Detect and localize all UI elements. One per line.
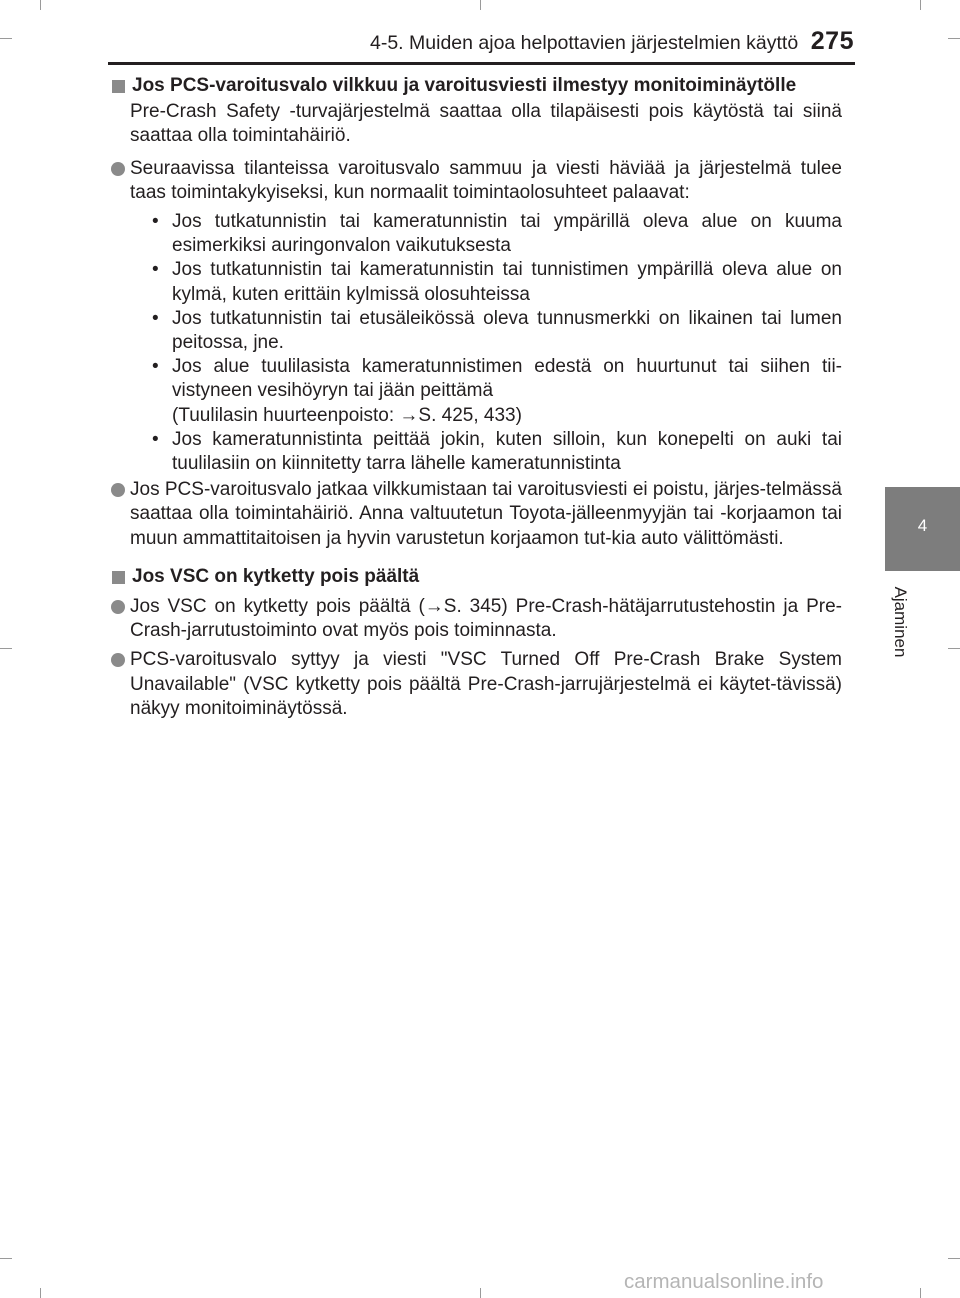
bullet-item (152, 355, 842, 428)
crop-mark (40, 1288, 41, 1298)
square-bullet-icon (112, 80, 125, 93)
bullet-item-text: Jos kameratunnistinta peittää jokin, kuten silloin, kun konepelti on auki tai tuulilasiin on kiinnitetty tarra lähelle kameratunnistinta (172, 428, 842, 475)
list-item (108, 157, 842, 205)
bullet-item-text: Jos alue tuulilasista kameratunnistimen edestä on huurtunut tai siihen tii-vistyneen vesihöyryn tai jään peittämä (172, 356, 842, 402)
watermark: carmanualsonline.info (624, 1270, 824, 1293)
section-heading-text: Jos PCS-varoitusvalo vilkkuu ja varoitusviesti ilmestyy monitoiminäytölle (132, 75, 797, 96)
list-item (108, 478, 842, 551)
list-item (108, 595, 842, 643)
crop-mark (0, 648, 12, 649)
page-content (108, 74, 842, 726)
chapter-tab-label (872, 572, 928, 672)
chapter-title: 4-5. Muiden ajoa helpottavien järjestelmien käyttö (370, 32, 799, 54)
crop-mark (920, 0, 921, 10)
chapter-tab-number: 4 (917, 516, 928, 535)
list-item-text: Jos PCS-varoitusvalo jatkaa vilkkumistaan tai varoitusviesti ei poistu, järjes-telmässä saattaa olla toimintahäiriö. Anna valtuutetun Toyota-jälleenmyyjän tai -korjaamon tai muun ammattitaitoisen ja hyvin varustetun korjaamon tut-kia auto välittömästi. (130, 479, 842, 549)
crop-mark (948, 38, 960, 39)
list-item-text: Seuraavissa tilanteissa varoitusvalo sammuu ja viesti häviää ja järjestelmä tulee taas toimintakykyiseksi, kun normaalit toimintaolosuhteet palaavat: (130, 157, 842, 203)
crop-mark (948, 1258, 960, 1259)
bullet-glyph: • (152, 356, 159, 378)
bullet-item-text: Jos tutkatunnistin tai etusäleikössä oleva tunnusmerkki on likainen tai lumen peitossa, jne. (172, 307, 842, 354)
list-item-text: Jos VSC on kytketty pois päältä (→S. 345) Pre-Crash-hätäjarrutustehostin ja Pre-Crash-jarrutustoiminto ovat myös pois toiminnasta. (130, 596, 842, 642)
bullet-glyph: • (152, 428, 159, 450)
crop-mark (920, 1288, 921, 1298)
section-heading-text: Jos VSC on kytketty pois päältä (132, 565, 420, 587)
chapter-tab-label-text: Ajaminen (891, 586, 910, 658)
bullet-glyph: • (152, 259, 159, 281)
crop-mark (0, 38, 12, 39)
bullet-item (152, 210, 842, 258)
square-bullet-icon (112, 571, 125, 584)
crop-mark (480, 1288, 481, 1298)
circle-bullet-icon (111, 483, 125, 497)
page-number: 275 (810, 27, 854, 55)
circle-bullet-icon (111, 600, 125, 614)
section-paragraph: Pre-Crash Safety -turvajärjestelmä saattaa olla tilapäisesti pois käytöstä tai siinä saattaa olla toimintahäiriö. (130, 101, 842, 147)
circle-bullet-icon (111, 162, 125, 176)
list-item (108, 648, 842, 721)
crop-mark (0, 1258, 12, 1259)
list-item-text: PCS-varoitusvalo syttyy ja viesti "VSC Turned Off Pre-Crash Brake System Unavailable" (VSC kytketty pois päältä Pre-Crash-jarrujärjestelmä ei käytet-tävissä) näkyy monitoiminäytössä. (130, 649, 842, 719)
bullet-item (152, 307, 842, 355)
section-heading (108, 565, 842, 589)
bullet-item-text: Jos tutkatunnistin tai kameratunnistin tai ympärillä oleva alue on kuuma esimerkiksi auringonvalon vaikutuksesta (172, 211, 842, 257)
crop-mark (40, 0, 41, 10)
bullet-glyph: • (152, 211, 159, 233)
bullet-item (152, 258, 842, 306)
cross-reference: (Tuulilasin huurteenpoisto: →S. 425, 433) (172, 404, 522, 426)
crop-mark (480, 0, 481, 10)
crop-mark (948, 648, 960, 649)
bullet-list (152, 210, 842, 476)
circle-bullet-icon (111, 653, 125, 667)
bullet-glyph: • (152, 307, 159, 329)
bullet-item-text: Jos tutkatunnistin tai kameratunnistin tai tunnistimen ympärillä oleva alue on kylmä, kuten erittäin kylmissä olosuhteissa (172, 259, 842, 305)
bullet-item (152, 428, 842, 476)
header-divider (108, 62, 855, 65)
section-heading (108, 74, 842, 98)
